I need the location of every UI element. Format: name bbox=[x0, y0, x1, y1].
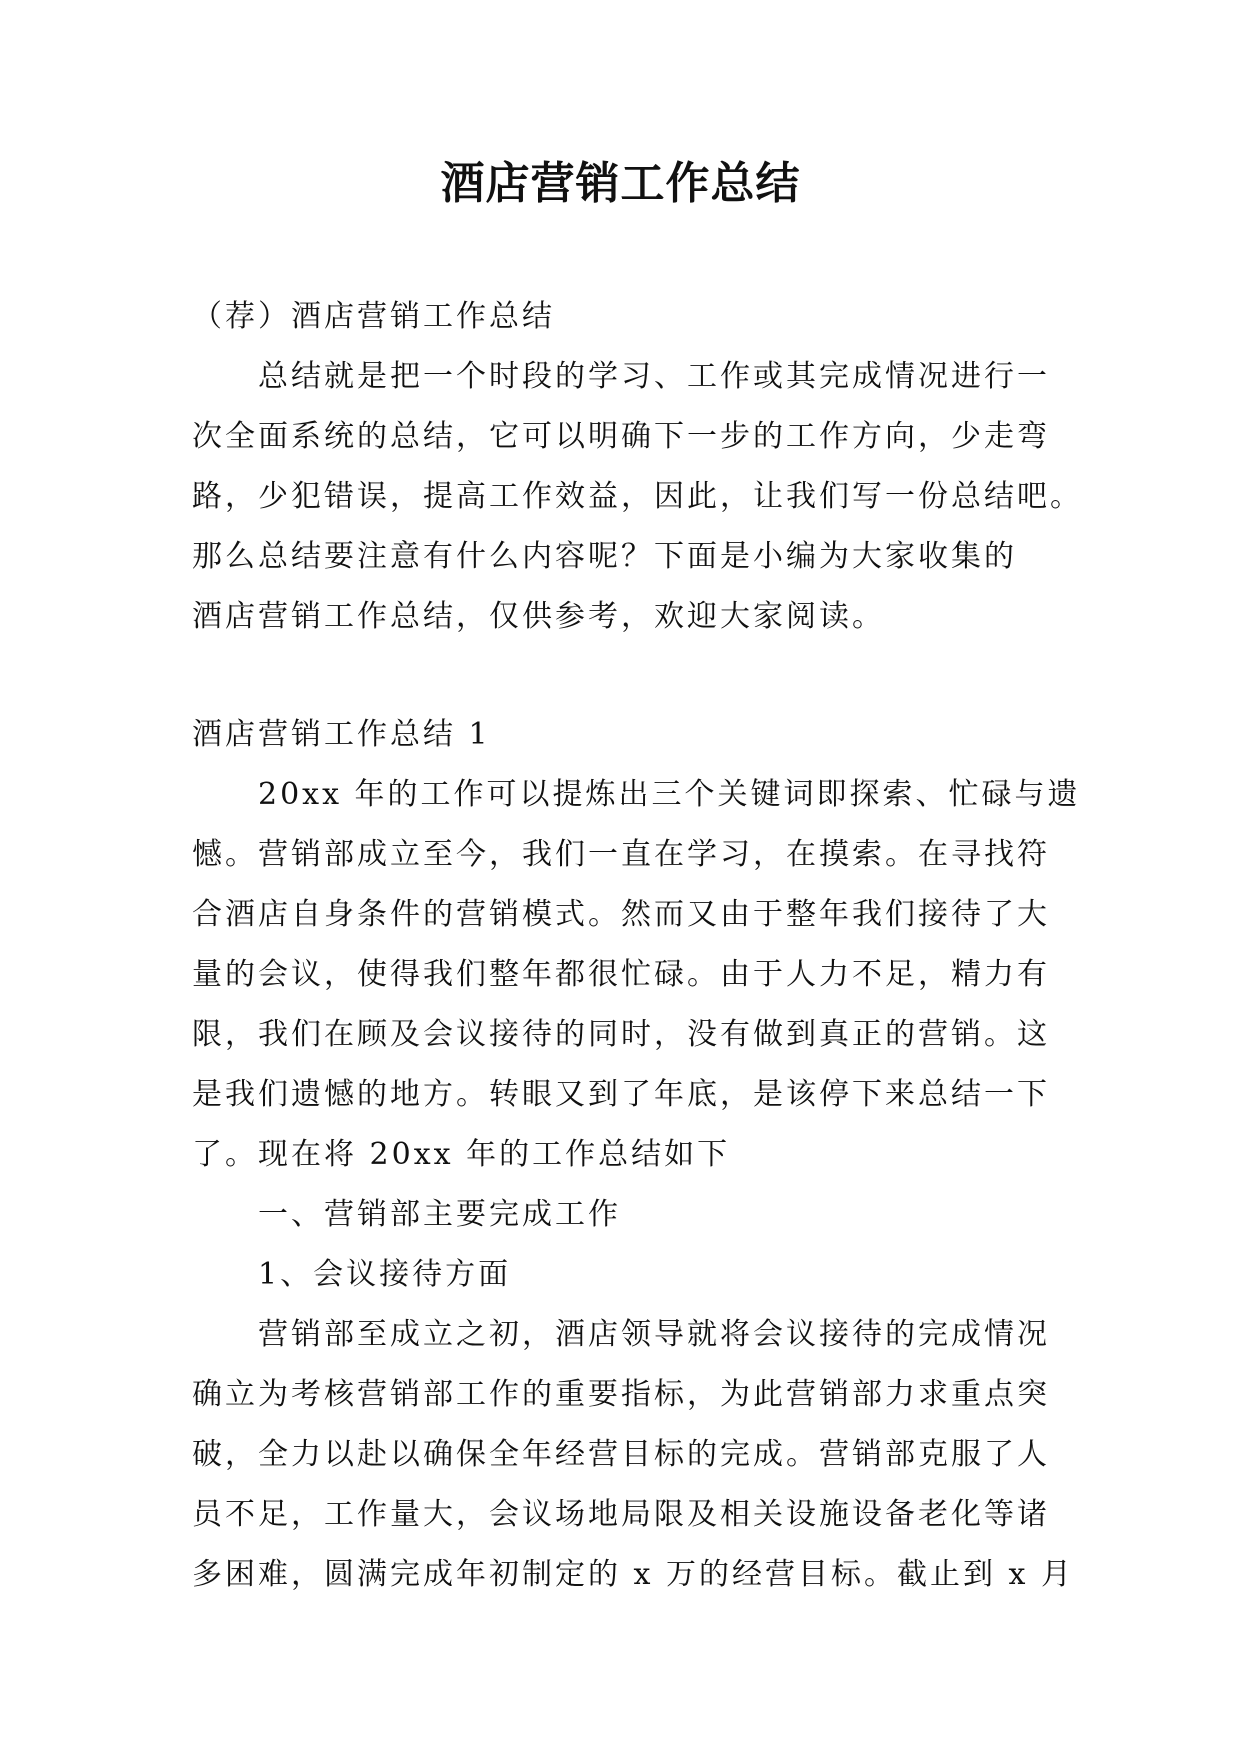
section-line: 了。现在将 20xx 年的工作总结如下 bbox=[192, 1137, 731, 1172]
final-line: 破，全力以赴以确保全年经营目标的完成。营销部克服了人 bbox=[192, 1437, 1050, 1472]
heading-meeting-reception: 1、会议接待方面 bbox=[258, 1257, 512, 1292]
document-title: 酒店营销工作总结 bbox=[440, 158, 801, 209]
section-line: 憾。营销部成立至今，我们一直在学习，在摸索。在寻找符 bbox=[192, 837, 1050, 872]
subtitle: （荐）酒店营销工作总结 bbox=[192, 299, 555, 334]
final-line: 营销部至成立之初，酒店领导就将会议接待的完成情况 bbox=[258, 1317, 1050, 1352]
intro-line: 次全面系统的总结，它可以明确下一步的工作方向，少走弯 bbox=[192, 419, 1050, 454]
section-line: 合酒店自身条件的营销模式。然而又由于整年我们接待了大 bbox=[192, 897, 1050, 932]
heading-main-work: 一、营销部主要完成工作 bbox=[258, 1197, 621, 1232]
final-line: 多困难，圆满完成年初制定的 x 万的经营目标。截止到 x 月 bbox=[192, 1557, 1074, 1592]
section-line: 是我们遗憾的地方。转眼又到了年底，是该停下来总结一下 bbox=[192, 1077, 1050, 1112]
document-body bbox=[192, 287, 1083, 1605]
section-title: 酒店营销工作总结 1 bbox=[192, 717, 491, 752]
final-line: 员不足，工作量大，会议场地局限及相关设施设备老化等诸 bbox=[192, 1497, 1050, 1532]
intro-line: 路，少犯错误，提高工作效益，因此，让我们写一份总结吧。 bbox=[192, 479, 1083, 514]
intro-line: 那么总结要注意有什么内容呢？下面是小编为大家收集的 bbox=[192, 539, 1017, 574]
intro-line: 总结就是把一个时段的学习、工作或其完成情况进行一 bbox=[258, 359, 1050, 394]
section-spacer bbox=[192, 647, 1060, 705]
final-line: 确立为考核营销部工作的重要指标，为此营销部力求重点突 bbox=[192, 1377, 1050, 1412]
section-line: 量的会议，使得我们整年都很忙碌。由于人力不足，精力有 bbox=[192, 957, 1050, 992]
section-line: 20xx 年的工作可以提炼出三个关键词即探索、忙碌与遗 bbox=[258, 777, 1081, 812]
section-line: 限，我们在顾及会议接待的同时，没有做到真正的营销。这 bbox=[192, 1017, 1050, 1052]
intro-line: 酒店营销工作总结，仅供参考，欢迎大家阅读。 bbox=[192, 599, 885, 634]
